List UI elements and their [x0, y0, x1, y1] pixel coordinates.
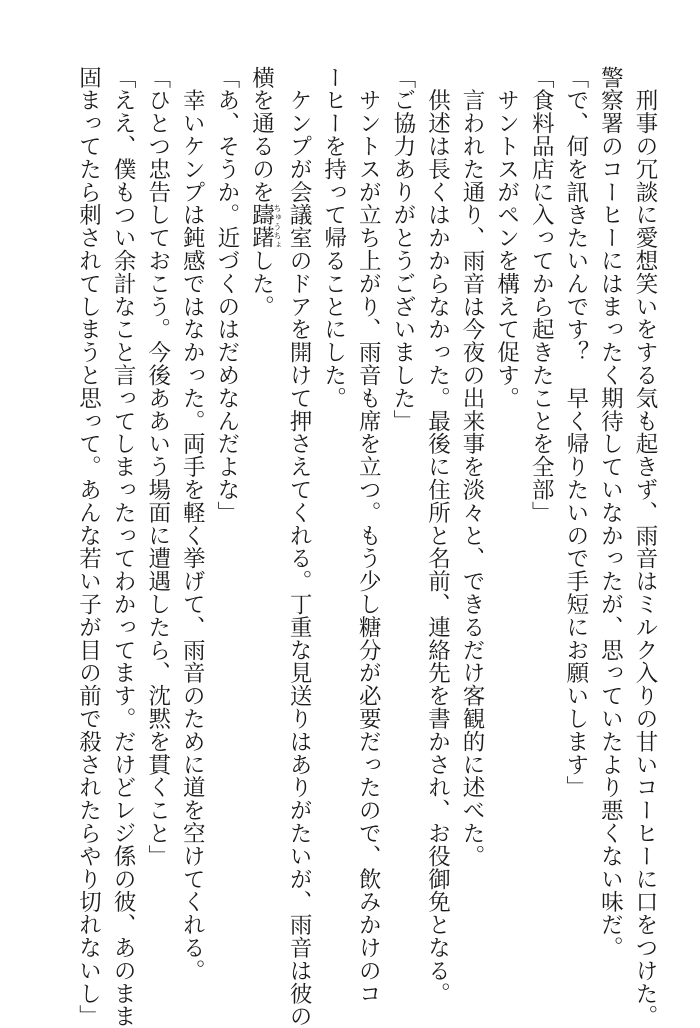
- text-line: サントスが立ち上がり、雨音も席を立つ。もう少し糖分が必要だったので、飲みかけのコ: [355, 66, 382, 1005]
- text-line: 刑事の冗談に愛想笑いをする気も起きず、雨音はミルク入りの甘いコーヒーに口をつけた。: [632, 66, 658, 1028]
- text-line: 「食料品店に入ってから起きたことを全部」: [528, 66, 555, 524]
- text-line: 「あ、そうか。近づくのはだめなんだよな」: [213, 66, 240, 524]
- ruby-base: 躊躇: [248, 203, 275, 250]
- vertical-text-body: [71, 66, 662, 1028]
- text-line: ーヒーを持って帰ることにした。: [320, 66, 347, 410]
- text-fragment: 横を通るのを: [248, 66, 275, 204]
- text-line: ケンプが会議室のドアを開けて押さえてくれる。丁重な見送りはありがたいが、雨音は彼の: [286, 66, 313, 1028]
- text-line: 警察署のコーヒーにはまったく期待していなかったが、思っていたより悪くない味だ。: [597, 66, 624, 960]
- text-line-with-ruby: [244, 66, 282, 946]
- text-line: 幸いケンプは鈍感ではなかった。両手を軽く挙げて、雨音のために道を空けてくれる。: [179, 66, 206, 982]
- text-line: 「ご協力ありがとうございました」: [389, 66, 416, 433]
- ruby-reading: ちゅうちょ: [272, 203, 282, 250]
- text-fragment: した。: [248, 249, 275, 318]
- text-line: 供述は長くはかからなかった。最後に住所と名前、連絡先を書かされ、お役御免となる。: [424, 66, 451, 1005]
- text-line: 「で、何を訊きたいんです？ 早く帰りたいので手短にお願いします」: [562, 66, 589, 799]
- text-line: 固まってたら刺されてしまうと思って。あんな若い子が目の前で殺されたらやり切れないし」: [75, 66, 102, 1028]
- text-line: 「ええ、僕もつい余計なこと言ってしまったってわかってます。だけどレジ係の彼、あのまま: [110, 66, 137, 1028]
- text-line: 「ひとつ忠告しておこう。今後ああいう場面に遭遇したら、沈黙を貫くこと」: [144, 66, 171, 868]
- text-line: サントスがペンを構えて促す。: [493, 66, 520, 410]
- text-line: 言われた通り、雨音は今夜の出来事を淡々と、できるだけ客観的に述べた。: [459, 66, 486, 868]
- ruby-word: [248, 203, 282, 250]
